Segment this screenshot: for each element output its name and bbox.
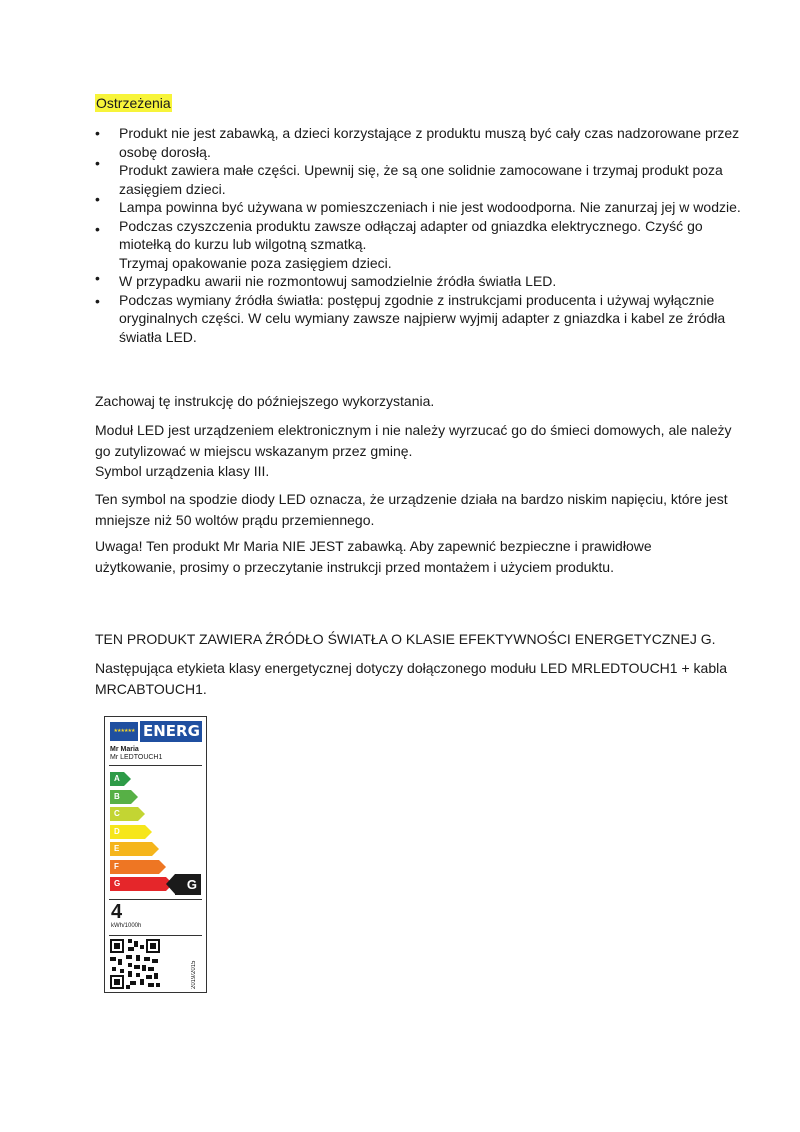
bullet-dot: •	[95, 191, 100, 207]
list-item: W przypadku awarii nie rozmontowuj samodzielnie źródła światła LED.	[119, 273, 557, 289]
energy-label-brand: Mr Maria	[110, 746, 139, 753]
disposal-text: Moduł LED jest urządzeniem elektronicznym i nie należy wyrzucać go do śmieci domowych, ale należy go zutylizować w miejscu wskazanym przez gminę.	[95, 422, 732, 459]
bullet-dot: •	[95, 293, 100, 309]
energy-class-statement: TEN PRODUKT ZAWIERA ŹRÓDŁO ŚWIATŁA O KLASIE EFEKTYWNOŚCI ENERGETYCZNEJ G.	[95, 631, 716, 647]
list-item: Lampa powinna być używana w pomieszczeniach i nie jest wodoodporna. Nie zanurzaj jej w wodzie.	[119, 199, 741, 215]
bar-tip	[152, 842, 159, 856]
qr-code-icon	[110, 939, 160, 989]
regulation-number: 2019/2015	[191, 960, 197, 989]
bullet-dot: •	[95, 125, 100, 141]
energy-consumption-value: 4	[111, 901, 123, 923]
list-item: Podczas wymiany źródła światła: postępuj zgodnie z instrukcjami producenta i używaj wyłącznie oryginalnych części. W celu wymiany zawsze najpierw wyjmij adapter z gniazdka i kabel ze źródła światła LED.	[119, 291, 726, 345]
bar-tip	[138, 807, 145, 821]
energy-label-title: ENERG	[140, 721, 202, 742]
list-item: Podczas czyszczenia produktu zawsze odłączaj adapter od gniazdka elektrycznego. Czyść go miotełką do kurzu lub wilgotną szmatką.	[119, 217, 703, 252]
eu-flag-icon: ★★★★★★	[110, 722, 138, 741]
energy-label-model: Mr LEDTOUCH1	[110, 754, 163, 761]
energy-class-bar-e: E	[110, 842, 152, 856]
bullet-dot: •	[95, 155, 100, 171]
bar-tip	[131, 790, 138, 804]
warnings-text	[119, 124, 744, 346]
class-iii-text: Symbol urządzenia klasy III.	[95, 463, 270, 479]
energy-label	[104, 716, 207, 993]
warnings-heading: Ostrzeżenia	[96, 95, 171, 111]
label-info-text: Następująca etykieta klasy energetycznej dotyczy dołączonego modułu LED MRLEDTOUCH1 + kabla MRCABTOUCH1.	[95, 660, 728, 697]
bar-tip	[159, 860, 166, 874]
energy-class-bar-f: F	[110, 860, 159, 874]
bar-tip	[145, 825, 152, 839]
energy-class-bar-c: C	[110, 807, 138, 821]
list-item: Produkt nie jest zabawką, a dzieci korzystające z produktu muszą być cały czas nadzorowane przez osobę dorosłą.	[119, 125, 740, 160]
energy-class-bar-d: D	[110, 825, 145, 839]
list-item: Produkt zawiera małe części. Upewnij się, że są one solidnie zamocowane i trzymaj produkt poza zasięgiem dzieci.	[119, 162, 723, 197]
toy-warning-text: Uwaga! Ten produkt Mr Maria NIE JEST zabawką. Aby zapewnić bezpieczne i prawidłowe użytkowanie, prosimy o przeczytanie instrukcji przed montażem i użyciem produktu.	[95, 538, 652, 575]
energy-class-bar-g: G	[110, 877, 166, 891]
energy-class-bar-b: B	[110, 790, 131, 804]
divider	[109, 935, 202, 936]
list-item: Trzymaj opakowanie poza zasięgiem dzieci.	[119, 254, 392, 271]
voltage-text: Ten symbol na spodzie diody LED oznacza, że urządzenie działa na bardzo niskim napięciu, które jest mniejsze niż 50 woltów prądu przemiennego.	[95, 491, 728, 528]
energy-class-bar-a: A	[110, 772, 124, 786]
keep-instructions-text: Zachowaj tę instrukcję do późniejszego wykorzystania.	[95, 393, 435, 409]
bullet-dot: •	[95, 221, 100, 237]
selected-class-indicator: G	[175, 874, 201, 895]
divider	[109, 765, 202, 766]
energy-consumption-unit: kWh/1000h	[111, 923, 142, 929]
divider	[109, 899, 202, 900]
bullet-dot: •	[95, 270, 100, 286]
bar-tip	[124, 772, 131, 786]
